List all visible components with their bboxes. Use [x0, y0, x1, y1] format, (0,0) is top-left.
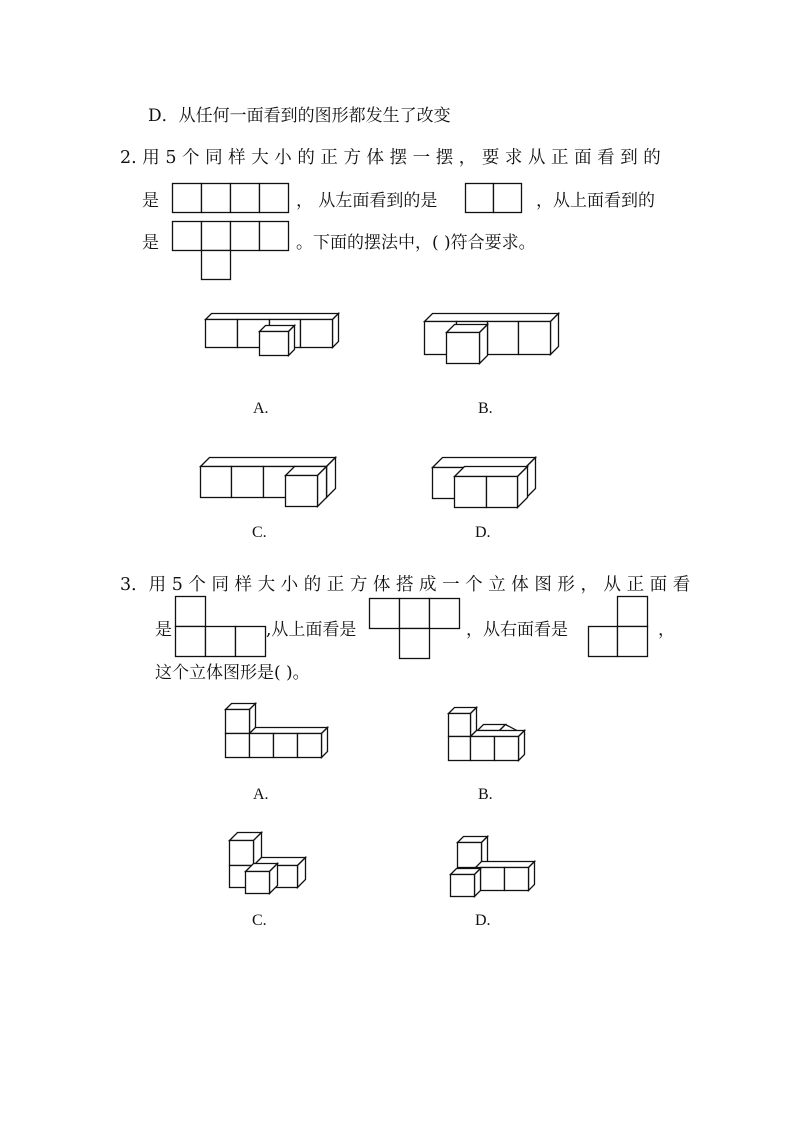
q3-option-a-label[interactable]: A. [253, 786, 269, 803]
q2-stem-line2b: ， 从左面看到的是 [296, 191, 438, 211]
q2-stem-line2c: ，从上面看到的 [536, 191, 655, 211]
q2-option-c-label[interactable]: C. [252, 524, 267, 541]
q2-stem-line1: 2. 用 5 个 同 样 大 小 的 正 方 体 摆 一 摆 ， 要 求 从 正 面 看 到 的 [120, 148, 661, 168]
q3-stem-line1: 3．用 5 个 同 样 大 小 的 正 方 体 搭 成 一 个 立 体 图 形 ， 从 正 面 看 [120, 575, 691, 595]
q2-option-a-figure [205, 313, 345, 359]
q2-option-d-figure [432, 457, 542, 511]
q3-top-view [369, 598, 463, 660]
q3-option-b-figure [448, 707, 528, 763]
q2-left-view [465, 183, 527, 215]
q2-option-d-label[interactable]: D. [475, 524, 491, 541]
q2-front-view [172, 183, 292, 215]
q2-option-c-figure [200, 457, 340, 509]
q3-right-view [588, 596, 652, 658]
q3-stem-line2a: 是 [155, 620, 172, 640]
q3-option-c-figure [229, 832, 309, 894]
q2-stem-line3b: 。下面的摆法中，( )符合要求。 [296, 233, 536, 253]
q3-front-view [175, 596, 269, 658]
q3-stem-line3: 这个立体图形是( )。 [155, 663, 310, 683]
q3-option-a-figure [225, 703, 331, 759]
q3-stem-line2d: ， [658, 620, 675, 640]
q2-top-view [172, 221, 292, 283]
q3-stem-line2b: ,从上面看是 [266, 620, 357, 640]
q3-option-b-label[interactable]: B. [478, 786, 493, 803]
q2-stem-line3a: 是 [142, 233, 159, 253]
q2-option-b-figure [424, 313, 564, 367]
q3-option-c-label[interactable]: C. [252, 912, 267, 929]
q2-option-a-label[interactable]: A. [253, 400, 269, 417]
q2-option-b-label[interactable]: B. [478, 400, 493, 417]
q2-stem-line2a: 是 [142, 191, 159, 211]
q3-option-d-label[interactable]: D. [475, 912, 491, 929]
q3-option-d-figure [450, 836, 538, 898]
q3-stem-line2c: ，从右面看是 [466, 620, 568, 640]
option-d-text: D．从任何一面看到的图形都发生了改变 [148, 106, 451, 126]
